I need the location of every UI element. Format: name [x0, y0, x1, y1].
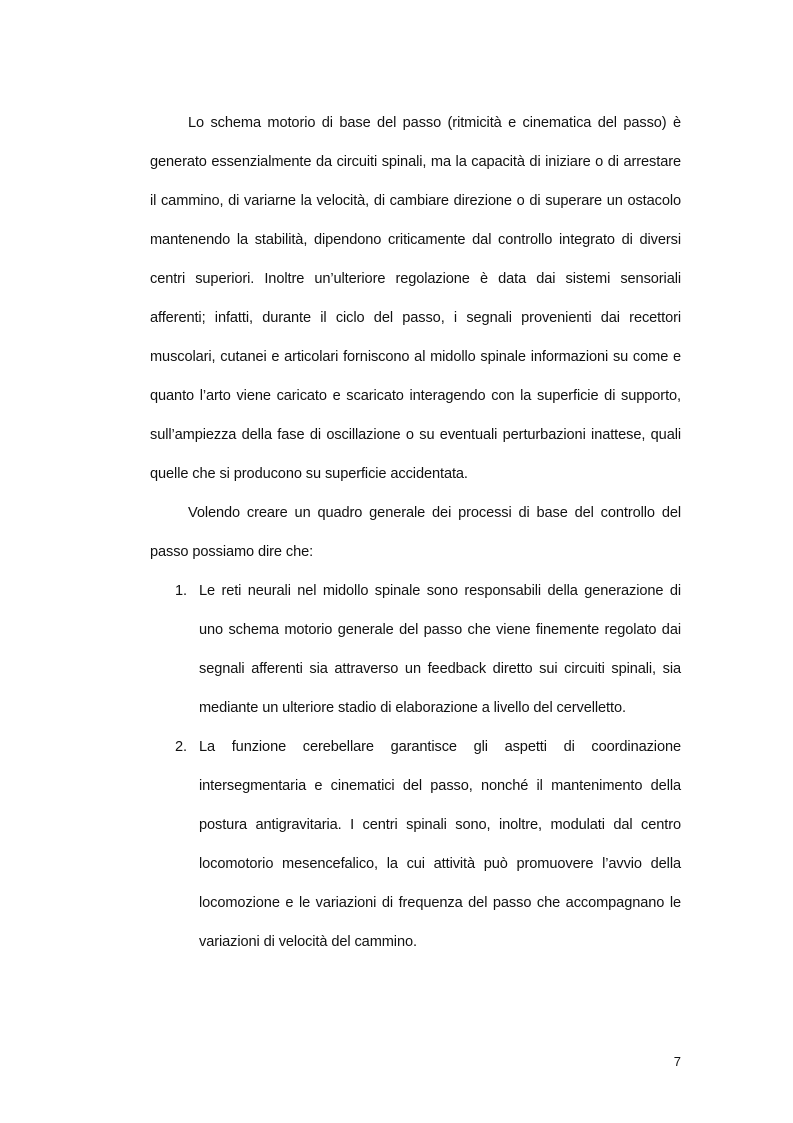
- list-item-number: 1.: [175, 583, 187, 599]
- list-item: [150, 572, 681, 728]
- paragraph-general-overview: Volendo creare un quadro generale dei processi di base del controllo del passo possiamo dire che:: [150, 505, 681, 560]
- list-item: [150, 728, 681, 962]
- page-number: 7: [673, 1054, 681, 1069]
- list-item-number: 2.: [175, 739, 187, 755]
- document-page: [150, 104, 681, 962]
- list-item-text: Le reti neurali nel midollo spinale sono responsabili della generazione di uno schema motorio generale del passo che viene finemente regolato dai segnali afferenti sia attraverso un feedback diretto sui circuiti spinali, sia mediante un ulteriore stadio di elaborazione a livello del cervelletto.: [199, 583, 681, 716]
- numbered-list: [150, 572, 681, 962]
- paragraph-gait-motor-schema: Lo schema motorio di base del passo (ritmicità e cinematica del passo) è generato essenzialmente da circuiti spinali, ma la capacità di iniziare o di arrestare il cammino, di variarne la velocità, di cambiare direzione o di superare un ostacolo mantenendo la stabilità, dipendono criticamente dal controllo integrato di diversi centri superiori. Inoltre un’ulteriore regolazione è data dai sistemi sensoriali afferenti; infatti, durante il ciclo del passo, i segnali provenienti dai recettori muscolari, cutanei e articolari forniscono al midollo spinale informazioni su come e quanto l’arto viene caricato e scaricato interagendo con la superficie di supporto, sull’ampiezza della fase di oscillazione o su eventuali perturbazioni inattese, quali quelle che si producono su superficie accidentata.: [150, 115, 681, 482]
- list-item-text: La funzione cerebellare garantisce gli aspetti di coordinazione intersegmentaria e cinematici del passo, nonché il mantenimento della postura antigravitaria. I centri spinali sono, inoltre, modulati dal centro locomotorio mesencefalico, la cui attività può promuovere l’avvio della locomozione e le variazioni di frequenza del passo che accompagnano le variazioni di velocità del cammino.: [199, 739, 681, 950]
